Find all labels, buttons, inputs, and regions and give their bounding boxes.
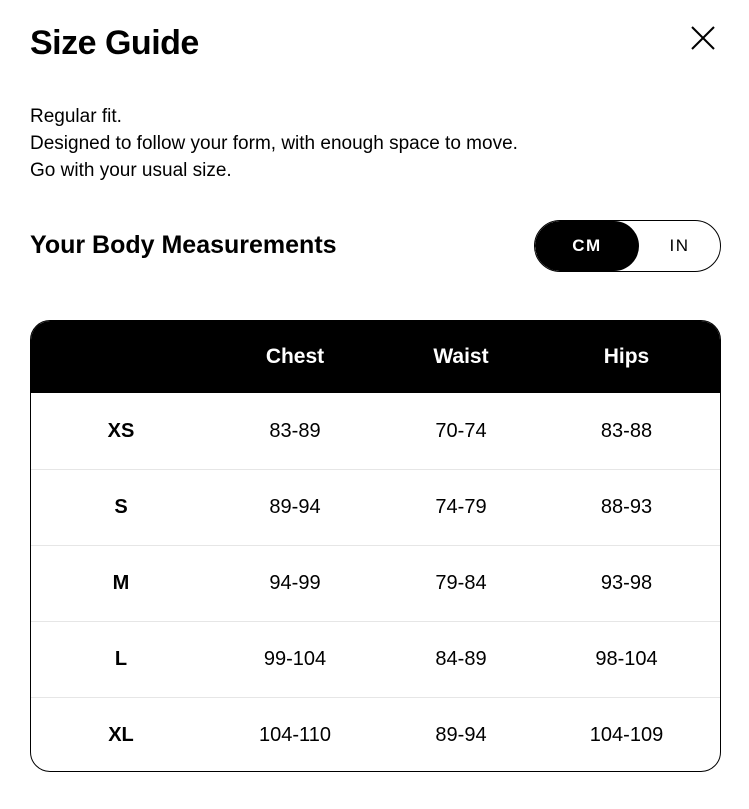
column-header-size [31, 321, 211, 393]
size-label: L [114, 648, 128, 670]
unit-option-in[interactable]: IN [669, 236, 690, 255]
chest-value: 94-99 [269, 572, 321, 594]
measurements-heading: Your Body Measurements [30, 231, 337, 259]
hips-value: 93-98 [600, 572, 653, 594]
fit-description [30, 103, 710, 184]
hips-value: 88-93 [600, 496, 653, 518]
page-title: Size Guide [30, 24, 199, 62]
table-row [31, 621, 720, 697]
hips-value: 104-109 [589, 724, 664, 746]
waist-value: 74-79 [435, 496, 487, 518]
column-header-hips: Hips [603, 345, 650, 368]
table-header [31, 321, 720, 393]
close-icon [686, 22, 720, 56]
waist-value: 89-94 [435, 724, 487, 746]
hips-value: 98-104 [595, 648, 658, 670]
description-line: Designed to follow your form, with enough space to move. [30, 133, 518, 154]
column-header-waist: Waist [433, 345, 489, 368]
size-label: XL [108, 724, 134, 746]
table-row [31, 697, 720, 772]
waist-value: 79-84 [435, 572, 487, 594]
column-header-chest: Chest [265, 345, 325, 368]
table-row [31, 545, 720, 621]
size-label: M [112, 572, 130, 594]
chest-value: 83-89 [269, 419, 321, 442]
chest-value: 104-110 [259, 724, 331, 746]
table-row [31, 393, 720, 469]
unit-toggle[interactable] [534, 220, 721, 272]
waist-value: 70-74 [435, 419, 487, 442]
close-button[interactable] [686, 22, 720, 56]
size-table [30, 320, 721, 772]
description-line: Go with your usual size. [30, 160, 232, 181]
chest-value: 99-104 [263, 648, 327, 670]
waist-value: 84-89 [435, 648, 487, 670]
size-label: S [114, 496, 128, 518]
size-label: XS [107, 419, 135, 442]
table-row [31, 469, 720, 545]
hips-value: 83-88 [600, 419, 653, 442]
description-line: Regular fit. [30, 106, 122, 127]
chest-value: 89-94 [269, 496, 321, 518]
unit-option-cm[interactable]: CM [535, 221, 639, 271]
